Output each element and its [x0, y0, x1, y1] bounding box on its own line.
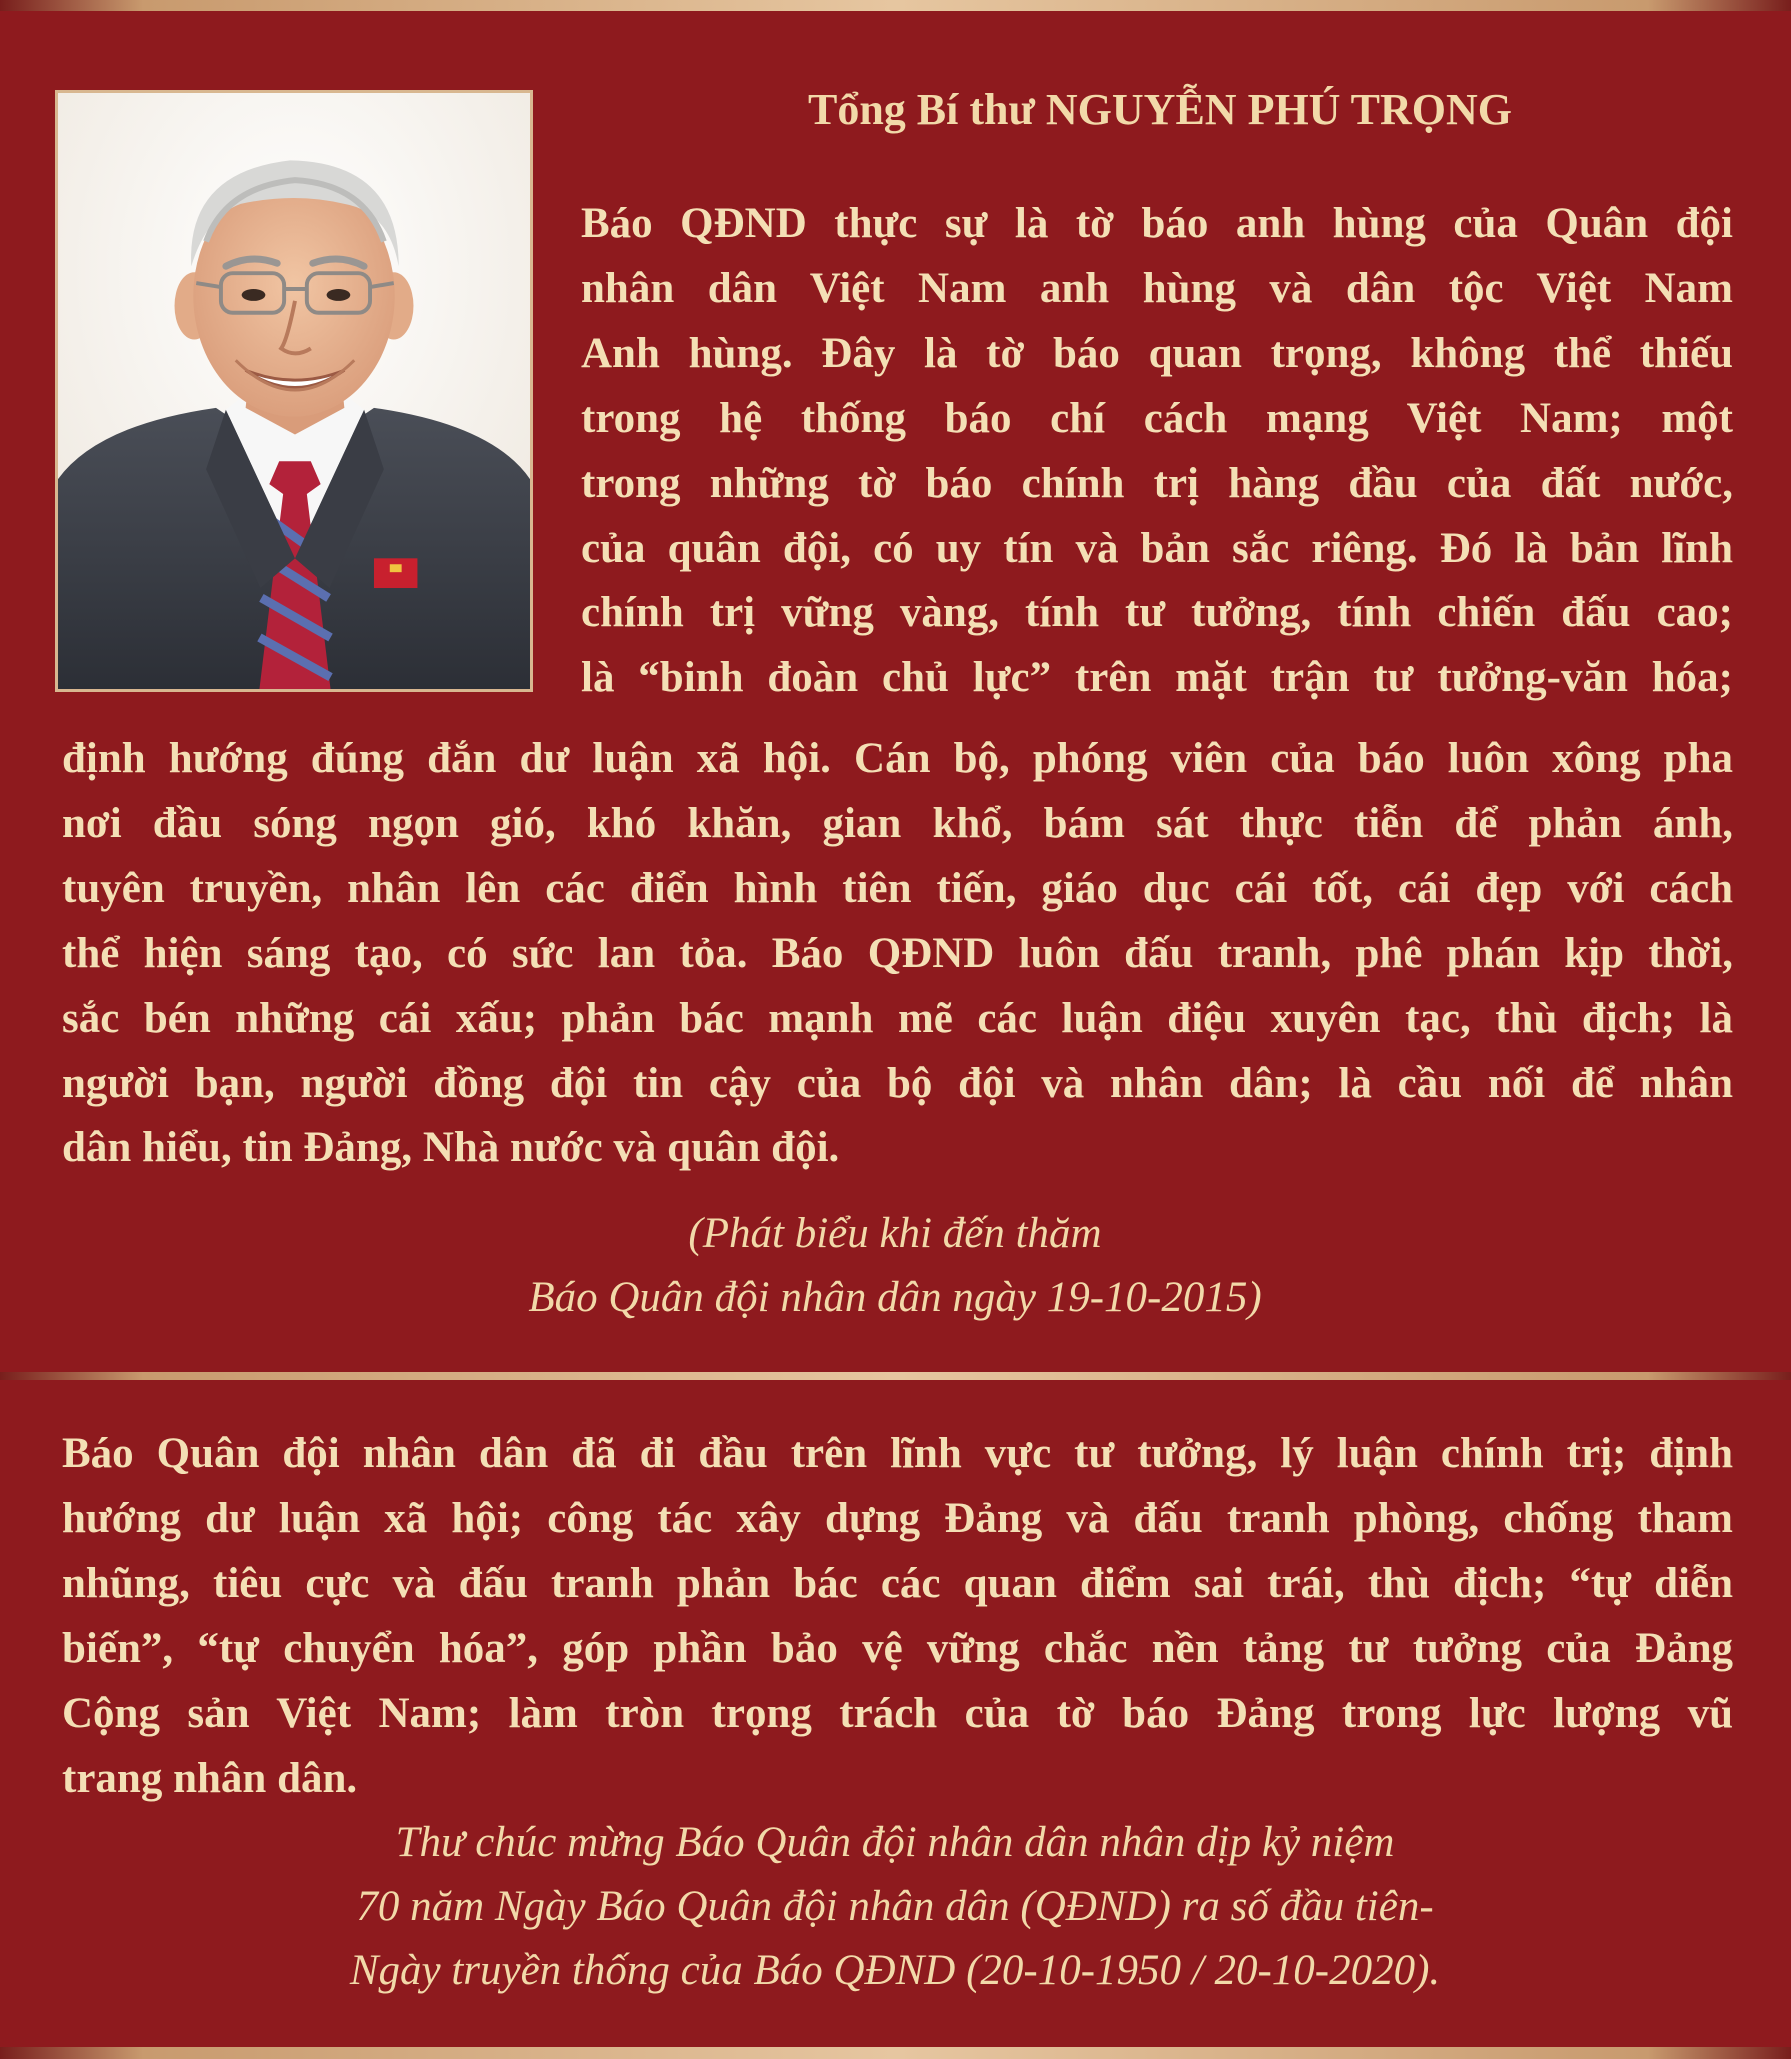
quote1-line: trong hệ thống báo chí cách mạng Việt Nam; một	[581, 394, 1733, 442]
quote2-source	[150, 1811, 1640, 2003]
quote1-line: là “binh đoàn chủ lực” trên mặt trận tư tưởng-văn hóa;	[581, 654, 1733, 702]
quote1-continued-paragraph	[62, 727, 1733, 1181]
quote1-line: Anh hùng. Đây là tờ báo quan trọng, không thể thiếu	[581, 329, 1733, 377]
quote1-continued-line: dân hiểu, tin Đảng, Nhà nước và quân đội.	[62, 1124, 840, 1172]
quote1-continued-line: người bạn, người đồng đội tin cậy của bộ đội và nhân dân; là cầu nối để nhân	[62, 1059, 1733, 1107]
quote1-source-line: Báo Quân đội nhân dân ngày 19-10-2015)	[528, 1274, 1262, 1321]
quote1-line: Báo QĐND thực sự là tờ báo anh hùng của Quân đội	[581, 200, 1733, 247]
quote2-source-line: 70 năm Ngày Báo Quân đội nhân dân (QĐND) ra số đầu tiên-	[356, 1883, 1434, 1930]
quote2-line: biến”, “tự chuyển hóa”, góp phần bảo vệ vững chắc nền tảng tư tưởng của Đảng	[62, 1624, 1733, 1672]
author-name: Tổng Bí thư NGUYỄN PHÚ TRỌNG	[807, 85, 1513, 134]
quote1-line: của quân đội, có uy tín và bản sắc riêng. Đó là bản lĩnh	[581, 524, 1733, 572]
quote1-continued-line: sắc bén những cái xấu; phản bác mạnh mẽ các luận điệu xuyên tạc, thù địch; là	[62, 994, 1733, 1042]
quote1-continued-line: định hướng đúng đắn dư luận xã hội. Cán bộ, phóng viên của báo luôn xông pha	[62, 735, 1733, 782]
quote2-line: hướng dư luận xã hội; công tác xây dựng Đảng và đấu tranh phòng, chống tham	[62, 1494, 1733, 1542]
portrait-illustration	[58, 93, 530, 689]
quote1-line: nhân dân Việt Nam anh hùng và dân tộc Việt Nam	[581, 264, 1733, 312]
quote2-source-line: Ngày truyền thống của Báo QĐND (20-10-1950 / 20-10-2020).	[349, 1947, 1441, 1994]
quote1-line: chính trị vững vàng, tính tư tưởng, tính chiến đấu cao;	[581, 589, 1733, 637]
quote2-line: nhũng, tiêu cực và đấu tranh phản bác các quan điểm sai trái, thù địch; “tự diễn	[62, 1559, 1733, 1607]
quote1-line: trong những tờ báo chính trị hàng đầu của đất nước,	[581, 459, 1733, 507]
top-gold-rule	[0, 0, 1791, 11]
quote1-continued-line: tuyên truyền, nhân lên các điển hình tiên tiến, giáo dục cái tốt, cái đẹp với cách	[62, 864, 1733, 912]
quote1-source	[250, 1202, 1540, 1330]
bottom-gold-rule	[0, 2047, 1791, 2059]
quote2-line: trang nhân dân.	[62, 1754, 358, 1802]
quote2-paragraph	[62, 1422, 1733, 1811]
middle-gold-rule	[0, 1372, 1791, 1380]
quote2-line: Cộng sản Việt Nam; làm tròn trọng trách của tờ báo Đảng trong lực lượng vũ	[62, 1689, 1733, 1737]
portrait-photo	[55, 90, 533, 692]
quote2-line: Báo Quân đội nhân dân đã đi đầu trên lĩnh vực tư tưởng, lý luận chính trị; định	[62, 1430, 1733, 1477]
quote1-continued-line: thể hiện sáng tạo, có sức lan tỏa. Báo QĐND luôn đấu tranh, phê phán kịp thời,	[62, 929, 1733, 977]
quote1-source-line: (Phát biểu khi đến thăm	[688, 1210, 1102, 1257]
quote1-continued-line: nơi đầu sóng ngọn gió, khó khăn, gian khổ, bám sát thực tiễn để phản ánh,	[62, 799, 1733, 847]
quote1-paragraph	[581, 192, 1733, 711]
quote2-source-line: Thư chúc mừng Báo Quân đội nhân dân nhân dịp kỷ niệm	[395, 1819, 1395, 1866]
